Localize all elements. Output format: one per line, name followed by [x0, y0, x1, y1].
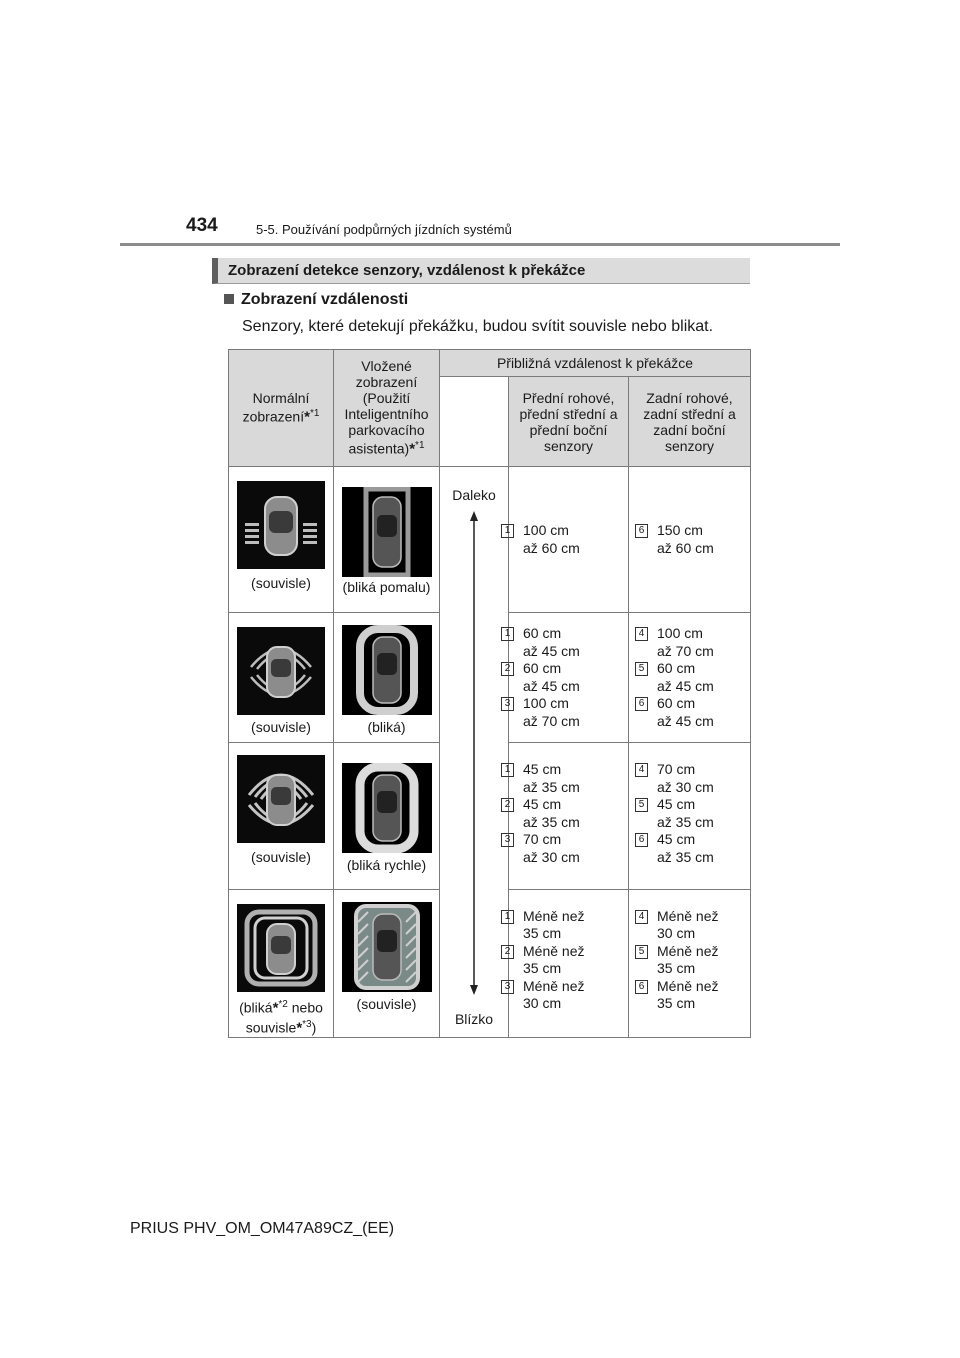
- distance-from: Méně než: [523, 907, 585, 924]
- normal-caption: [229, 996, 333, 1037]
- normal-caption: (souvisle): [251, 575, 311, 591]
- near-label: Blízko: [454, 1011, 494, 1027]
- rear-distance-cell: [629, 613, 751, 743]
- distance-from: 70 cm: [523, 831, 562, 848]
- distance-item: [501, 522, 628, 557]
- distance-to: až 35 cm: [523, 813, 580, 830]
- distance-item: [501, 943, 628, 978]
- parking-sensor-embedded-icon: [342, 625, 432, 715]
- distance-scale-cell: [440, 467, 509, 1038]
- footnote-star: *: [272, 999, 279, 1017]
- distance-from: 45 cm: [657, 796, 696, 813]
- distance-to: 35 cm: [657, 960, 696, 976]
- sensor-number-badge: 3: [501, 980, 514, 994]
- distance-item: [635, 625, 750, 660]
- embedded-caption: (bliká rychle): [346, 857, 427, 874]
- header-rear-sensors: Zadní rohové, zadní střední a zadní boční senzory: [629, 377, 751, 467]
- footnote-star: *: [304, 408, 310, 426]
- header-approx-distance: Přibližná vzdálenost k překážce: [440, 350, 751, 377]
- sensor-number-badge: 6: [635, 980, 648, 994]
- header-normal-text: Normální zobrazení: [242, 390, 310, 425]
- sensor-number-badge: 6: [635, 697, 648, 711]
- distance-to: až 30 cm: [657, 778, 714, 795]
- distance-to: až 60 cm: [657, 539, 714, 556]
- caption-part: (bliká: [239, 999, 273, 1016]
- distance-from: 45 cm: [523, 796, 562, 813]
- header-embedded-text: Vložené zobrazení (Použití Inteligentního parkovacího asistenta): [344, 358, 429, 457]
- parking-sensor-embedded-icon: [342, 902, 432, 992]
- distance-item: [635, 831, 750, 866]
- parking-sensor-normal-icon: [237, 627, 325, 715]
- header-embedded-display: [334, 350, 440, 467]
- parking-sensor-normal-icon: [237, 481, 325, 569]
- far-label: Daleko: [452, 487, 496, 503]
- parking-sensor-normal-icon: [237, 755, 325, 843]
- sensor-number-badge: 5: [635, 945, 648, 959]
- normal-display-cell: [229, 467, 334, 613]
- distance-from: 45 cm: [657, 831, 696, 848]
- caption-part: ): [311, 1019, 317, 1036]
- page-number: 434: [186, 215, 218, 236]
- distance-item: [635, 761, 750, 796]
- distance-to: až 45 cm: [657, 677, 714, 694]
- footnote-star: *: [409, 440, 416, 458]
- subheading-text: Zobrazení vzdálenosti: [241, 291, 409, 308]
- distance-from: 150 cm: [657, 522, 703, 539]
- normal-caption: (souvisle): [251, 719, 311, 736]
- sensor-number-badge: 4: [635, 763, 648, 777]
- sensor-number-badge: 4: [635, 627, 648, 641]
- footnote-ref: *1: [309, 408, 320, 420]
- distance-table: [228, 349, 751, 1038]
- distance-item: [501, 831, 628, 866]
- distance-from: 100 cm: [523, 522, 569, 539]
- distance-item: [635, 978, 750, 1013]
- distance-from: 100 cm: [523, 695, 569, 712]
- sensor-number-badge: 5: [635, 662, 648, 676]
- distance-to: až 35 cm: [657, 813, 714, 830]
- distance-from: Méně než: [523, 977, 585, 994]
- sensor-number-badge: 2: [501, 662, 514, 676]
- embedded-display-cell: [334, 467, 440, 613]
- distance-from: 60 cm: [523, 625, 562, 642]
- footnote-ref: *1: [415, 440, 425, 452]
- parking-sensor-embedded-icon: [342, 763, 432, 853]
- sensor-number-badge: 1: [501, 763, 514, 777]
- distance-to: až 30 cm: [523, 848, 580, 865]
- section-heading-bar: [212, 258, 750, 284]
- distance-from: 60 cm: [523, 660, 562, 677]
- sensor-number-badge: 6: [635, 833, 648, 847]
- front-distance-cell: [504, 467, 629, 613]
- distance-item: [635, 695, 750, 730]
- parking-sensor-normal-icon: [237, 904, 325, 992]
- distance-to: 30 cm: [523, 995, 562, 1011]
- front-distance-cell: [504, 613, 629, 743]
- sensor-number-badge: 4: [635, 910, 648, 924]
- distance-from: 60 cm: [657, 660, 696, 677]
- front-distance-cell: [504, 889, 629, 1038]
- rear-distance-cell: [629, 889, 751, 1038]
- distance-item: [635, 908, 750, 943]
- sensor-number-badge: 2: [501, 798, 514, 812]
- footnote-ref: *2: [278, 998, 288, 1010]
- header-divider: [120, 243, 840, 246]
- embedded-display-cell: [334, 613, 440, 743]
- distance-to: až 45 cm: [523, 677, 580, 694]
- sensor-number-badge: 2: [501, 945, 514, 959]
- distance-to: až 70 cm: [523, 712, 580, 729]
- distance-arrow-icon: [440, 511, 509, 995]
- distance-to: až 35 cm: [523, 778, 580, 795]
- distance-to: 35 cm: [523, 960, 562, 976]
- embedded-display-cell: [334, 889, 440, 1038]
- subheading: [224, 291, 408, 309]
- parking-sensor-embedded-icon: [342, 487, 432, 577]
- distance-from: Méně než: [523, 942, 585, 959]
- embedded-caption: (bliká pomalu): [342, 579, 431, 595]
- square-bullet-icon: [224, 294, 234, 304]
- rear-distance-cell: [629, 467, 751, 613]
- sensor-number-badge: 5: [635, 798, 648, 812]
- front-distance-cell: [504, 743, 629, 889]
- footnote-ref: *3: [302, 1019, 312, 1031]
- distance-from: Méně než: [657, 977, 719, 994]
- distance-to: 35 cm: [523, 925, 562, 941]
- table-row: [229, 467, 751, 613]
- distance-from: 70 cm: [657, 761, 696, 778]
- distance-from: 100 cm: [657, 625, 703, 642]
- normal-caption: (souvisle): [251, 849, 311, 866]
- distance-item: [501, 761, 628, 796]
- intro-paragraph: Senzory, které detekují překážku, budou svítit souvisle nebo blikat.: [242, 318, 714, 335]
- caption-part: souvisle: [245, 1019, 297, 1036]
- header-scale-blank: [440, 377, 509, 467]
- sensor-number-badge: 1: [501, 524, 514, 538]
- sensor-number-badge: 1: [501, 627, 514, 641]
- distance-item: [501, 978, 628, 1013]
- distance-item: [635, 660, 750, 695]
- distance-to: až 35 cm: [657, 848, 714, 865]
- distance-from: Méně než: [657, 907, 719, 924]
- distance-item: [635, 796, 750, 831]
- header-front-sensors: Přední rohové, přední střední a přední boční senzory: [509, 377, 629, 467]
- distance-item: [501, 908, 628, 943]
- embedded-display-cell: [334, 743, 440, 889]
- sensor-number-badge: 6: [635, 524, 648, 538]
- distance-item: [501, 796, 628, 831]
- distance-from: Méně než: [657, 942, 719, 959]
- distance-to: 30 cm: [657, 925, 696, 941]
- normal-display-cell: [229, 889, 334, 1038]
- distance-to: 35 cm: [657, 995, 696, 1011]
- caption-part: nebo: [287, 999, 323, 1016]
- distance-from: 60 cm: [657, 695, 696, 712]
- distance-to: až 45 cm: [523, 642, 580, 659]
- embedded-caption: (souvisle): [356, 995, 417, 1012]
- sensor-number-badge: 1: [501, 910, 514, 924]
- sensor-number-badge: 3: [501, 697, 514, 711]
- document-code: PRIUS PHV_OM_OM47A89CZ_(EE): [130, 1220, 395, 1237]
- distance-item: [635, 522, 750, 557]
- embedded-caption: (bliká): [367, 719, 406, 736]
- normal-display-cell: [229, 613, 334, 743]
- rear-distance-cell: [629, 743, 751, 889]
- section-title: Zobrazení detekce senzory, vzdálenost k překážce: [228, 262, 586, 279]
- distance-item: [501, 660, 628, 695]
- distance-item: [635, 943, 750, 978]
- distance-item: [501, 625, 628, 660]
- distance-to: až 45 cm: [657, 712, 714, 729]
- chapter-title: 5-5. Používání podpůrných jízdních systémů: [256, 222, 512, 237]
- distance-to: až 70 cm: [657, 642, 714, 659]
- distance-to: až 60 cm: [523, 539, 580, 556]
- footnote-star: *: [296, 1019, 303, 1037]
- distance-item: [501, 695, 628, 730]
- normal-display-cell: [229, 743, 334, 889]
- sensor-number-badge: 3: [501, 833, 514, 847]
- distance-from: 45 cm: [523, 761, 562, 778]
- header-normal-display: [229, 350, 334, 467]
